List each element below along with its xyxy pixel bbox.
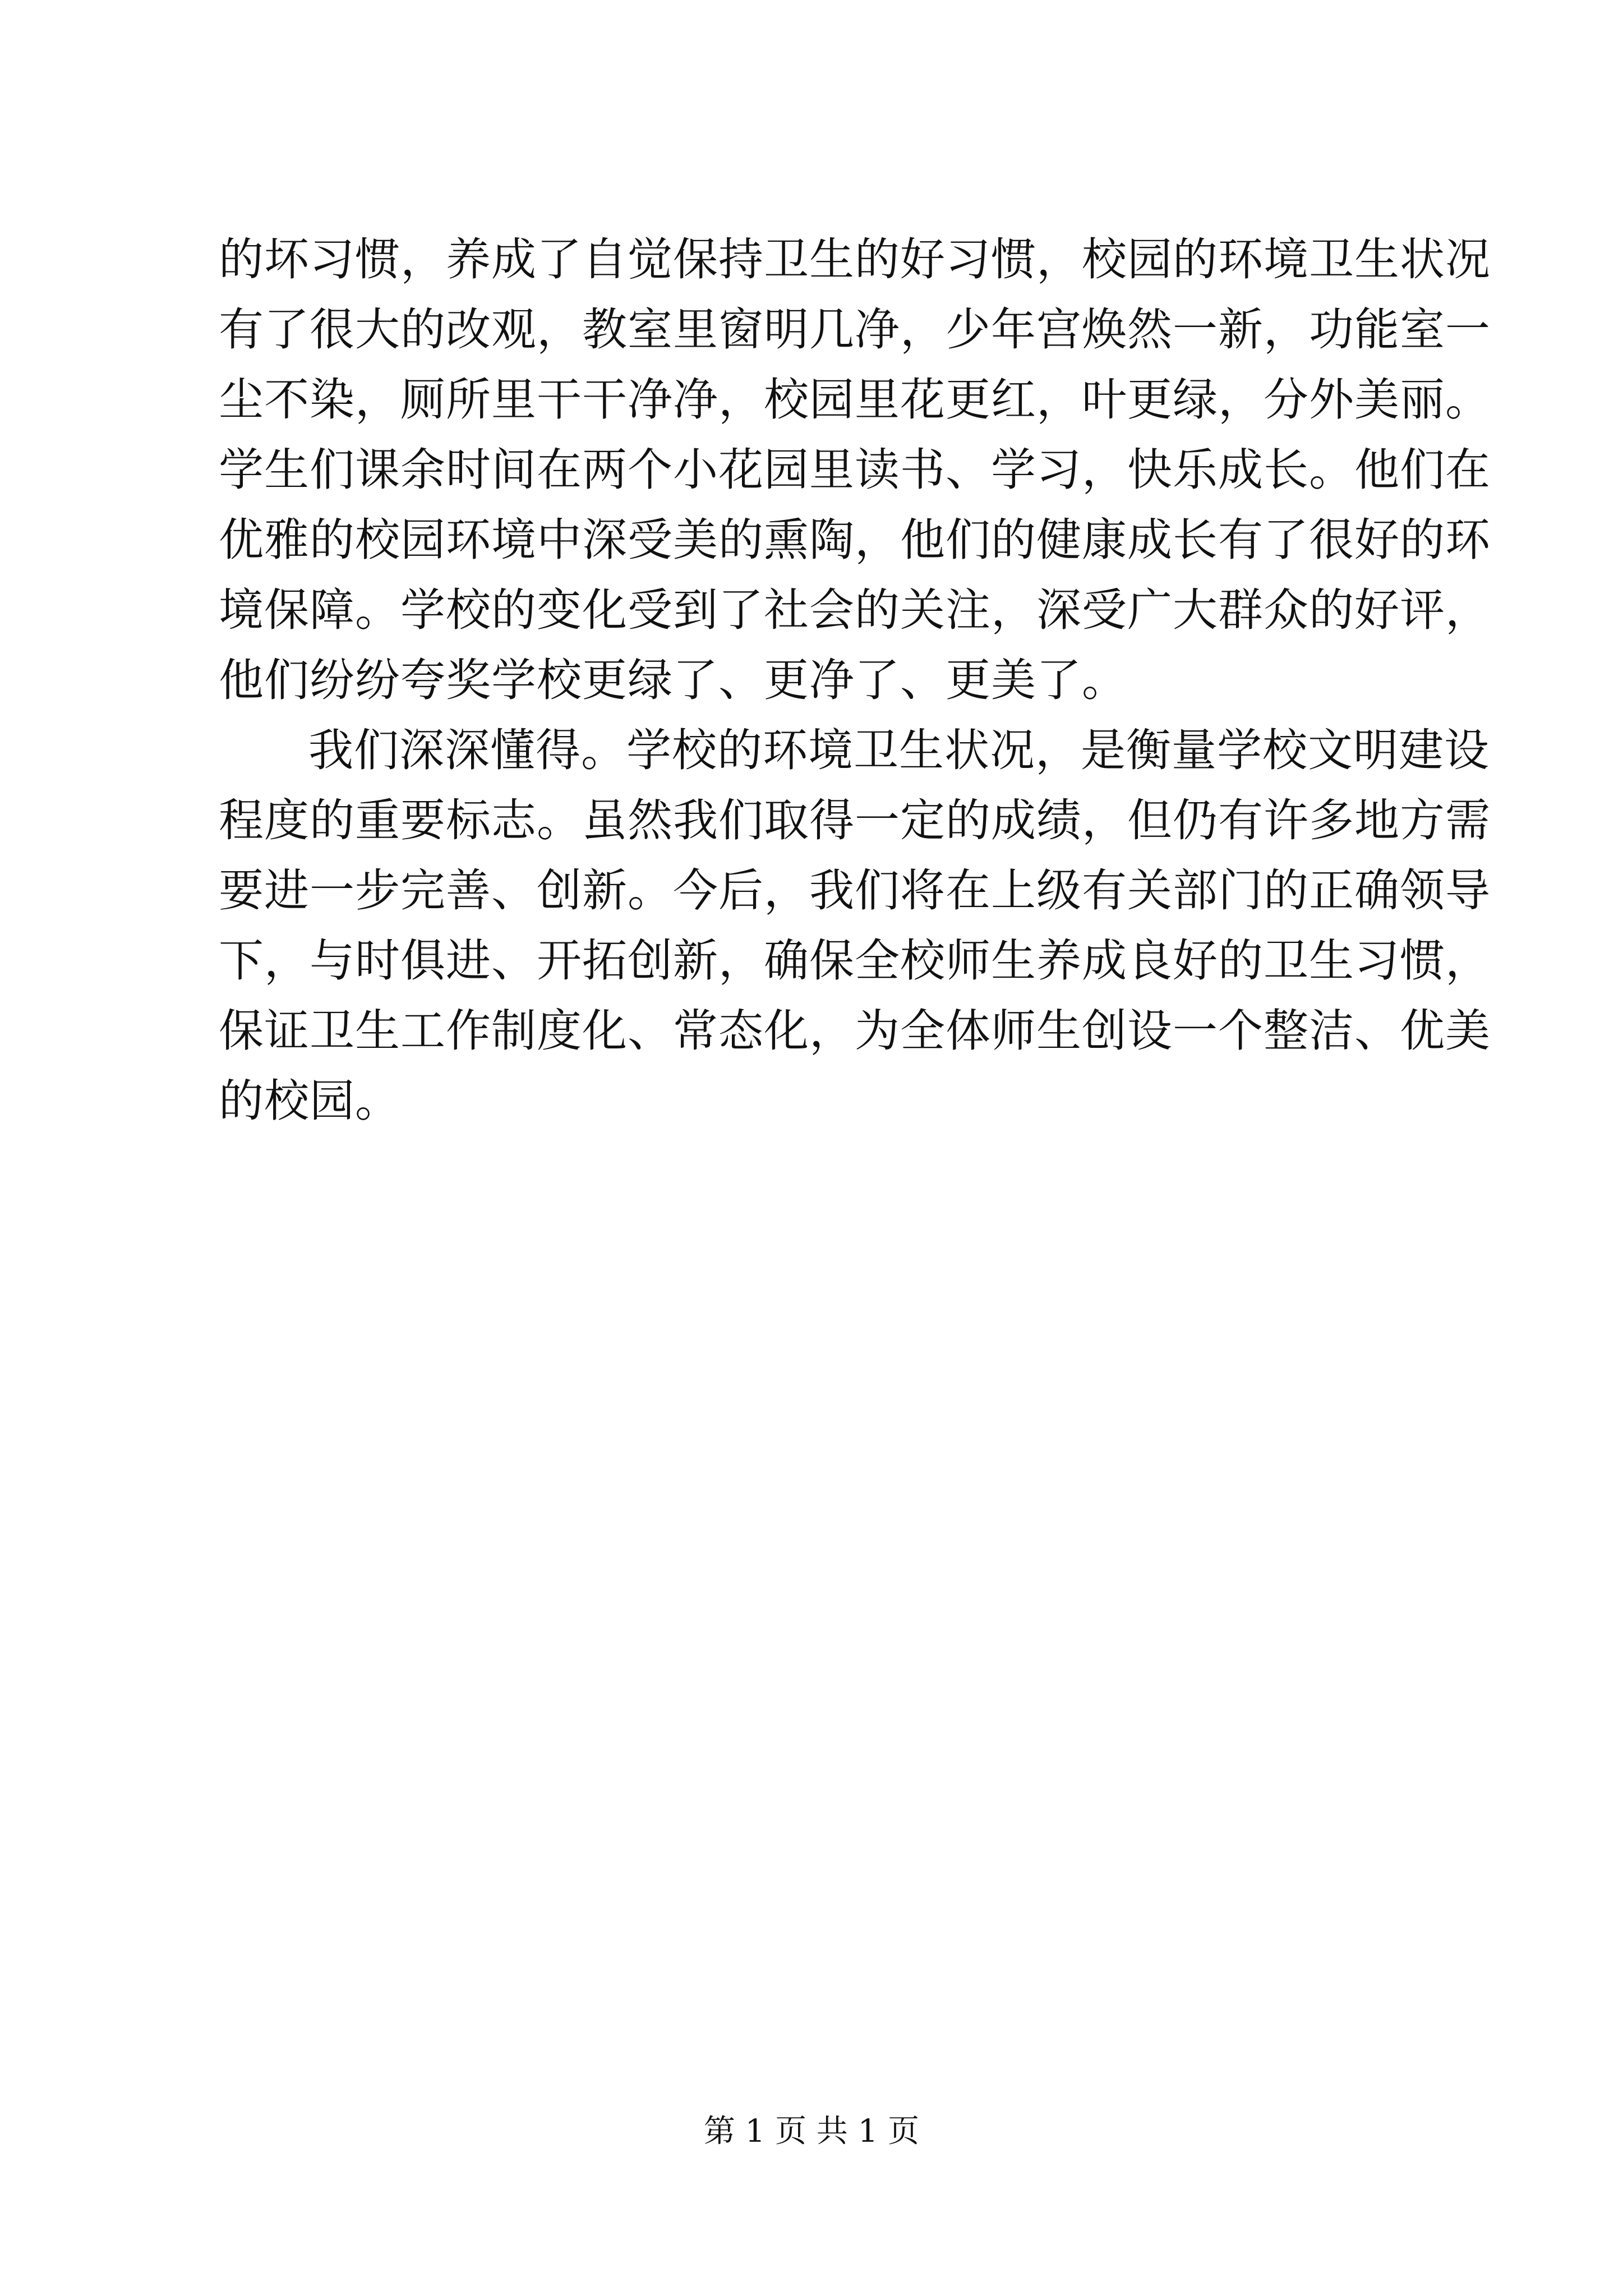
paragraph-1-line-1: 的坏习惯，养成了自觉保持卫生的好习惯，校园的环境卫生状况 [219, 233, 1491, 286]
paragraph-1-line-6: 境保障。学校的变化受到了社会的关注，深受广大群众的好评， [219, 584, 1491, 636]
paragraph-2-line-4: 下，与时俱进、开拓创新，确保全校师生养成良好的卫生习惯， [219, 935, 1491, 987]
paragraph-1-line-2: 有了很大的改观，教室里窗明几净，少年宫焕然一新，功能室一 [219, 303, 1491, 356]
paragraph-2-line-2: 程度的重要标志。虽然我们取得一定的成绩，但仍有许多地方需 [219, 794, 1491, 846]
paragraph-2-line-1: 我们深深懂得。学校的环境卫生状况，是衡量学校文明建设 [308, 724, 1490, 776]
paragraph-1-line-7: 他们纷纷夸奖学校更绿了、更净了、更美了。 [219, 654, 1127, 706]
paragraph-1-line-3: 尘不染，厕所里干干净净，校园里花更红，叶更绿，分外美丽。 [219, 374, 1491, 426]
paragraph-2-line-5: 保证卫生工作制度化、常态化，为全体师生创设一个整洁、优美 [219, 1005, 1491, 1057]
paragraph-1-line-5: 优雅的校园环境中深受美的熏陶，他们的健康成长有了很好的环 [219, 514, 1491, 566]
page-number-label: 第 1 页 共 1 页 [703, 2113, 920, 2150]
paragraph-2-line-6: 的校园。 [219, 1075, 400, 1127]
document-body [219, 224, 1491, 1136]
page-footer [0, 2109, 1623, 2154]
paragraph-2-line-3: 要进一步完善、创新。今后，我们将在上级有关部门的正确领导 [219, 864, 1491, 917]
paragraph-1-line-4: 学生们课余时间在两个小花园里读书、学习，快乐成长。他们在 [219, 444, 1491, 496]
